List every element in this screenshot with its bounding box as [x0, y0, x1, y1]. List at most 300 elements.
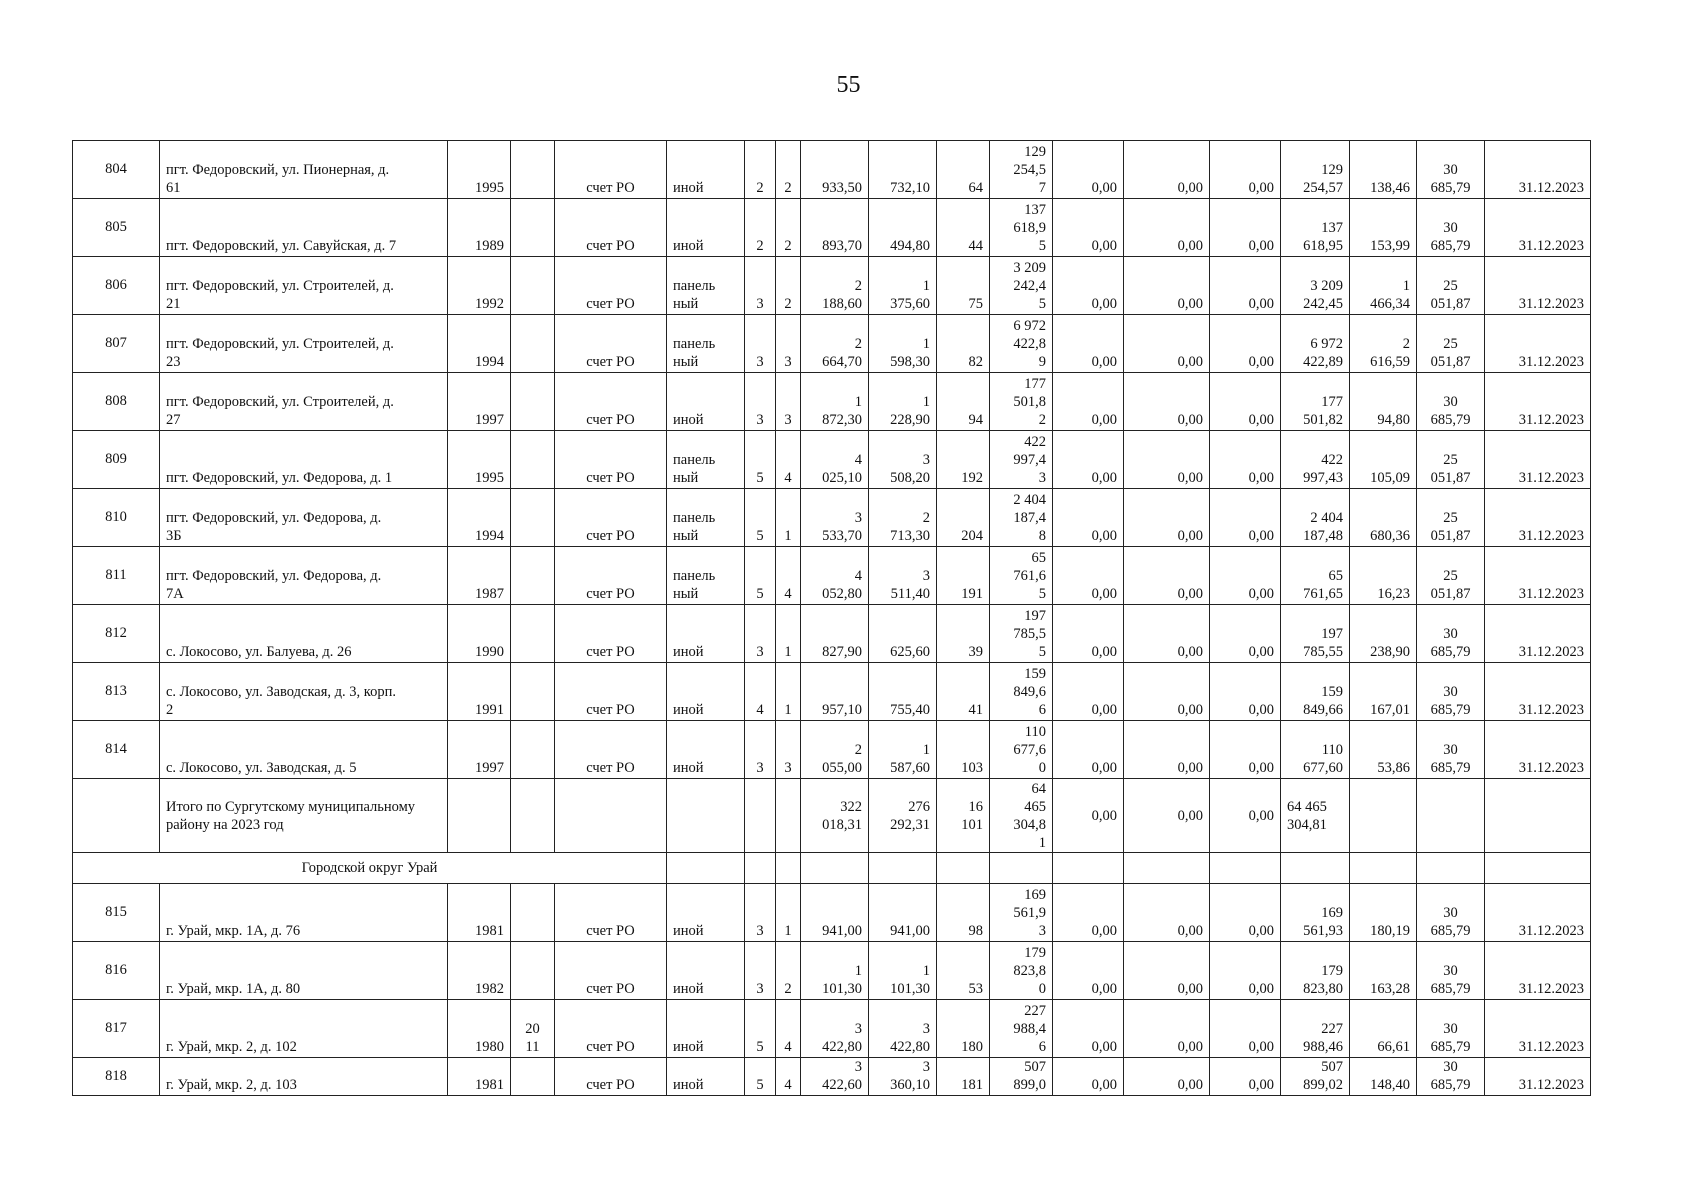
- cost-cell: 159 849,6 6: [990, 663, 1053, 721]
- floors-cell: 5: [745, 1000, 776, 1058]
- per-m2-cell: 53,86: [1350, 721, 1417, 779]
- table-row: [73, 547, 1591, 605]
- area-living-cell: 3 422,80: [869, 1000, 937, 1058]
- table-row: [73, 884, 1591, 942]
- c1-cell: 0,00: [1053, 315, 1124, 373]
- limit-cell: 30 685,79: [1417, 373, 1485, 431]
- per-m2-cell: 153,99: [1350, 199, 1417, 257]
- address-cell: пгт. Федоровский, ул. Строителей, д. 27: [160, 373, 448, 431]
- year-cell: 1992: [448, 257, 511, 315]
- c3-cell: 0,00: [1210, 373, 1281, 431]
- year-cell: 1980: [448, 1000, 511, 1058]
- cost-cell: 137 618,9 5: [990, 199, 1053, 257]
- year2-cell: [511, 605, 555, 663]
- residents-cell: 41: [937, 663, 990, 721]
- year-cell: 1994: [448, 489, 511, 547]
- floors-cell: 2: [745, 141, 776, 199]
- address-cell: с. Локосово, ул. Заводская, д. 3, корп. 2: [160, 663, 448, 721]
- c1-cell: 0,00: [1053, 489, 1124, 547]
- area-total-cell: 4 052,80: [801, 547, 869, 605]
- cost-cell: 422 997,4 3: [990, 431, 1053, 489]
- entrances-cell: 2: [776, 942, 801, 1000]
- table-row: [73, 1000, 1591, 1058]
- limit-cell: 25 051,87: [1417, 315, 1485, 373]
- entrances-cell: 4: [776, 431, 801, 489]
- c2-cell: 0,00: [1124, 141, 1210, 199]
- residents-cell: 192: [937, 431, 990, 489]
- wall-type-cell: иной: [667, 1000, 745, 1058]
- area-living-cell: 941,00: [869, 884, 937, 942]
- c3-cell: 0,00: [1210, 884, 1281, 942]
- residents-cell: 64: [937, 141, 990, 199]
- year-cell: 1995: [448, 141, 511, 199]
- cost2-cell: 227 988,46: [1281, 1000, 1350, 1058]
- year2-cell: [511, 199, 555, 257]
- table-row: [73, 431, 1591, 489]
- year-cell: 1981: [448, 884, 511, 942]
- limit-cell: 30 685,79: [1417, 721, 1485, 779]
- floors-cell: 3: [745, 257, 776, 315]
- area-total-cell: 1 101,30: [801, 942, 869, 1000]
- per-m2-cell: 680,36: [1350, 489, 1417, 547]
- c1-cell: 0,00: [1053, 431, 1124, 489]
- fund-cell: счет РО: [555, 547, 667, 605]
- wall-type-cell: панель ный: [667, 489, 745, 547]
- address-cell: пгт. Федоровский, ул. Федорова, д. 1: [160, 431, 448, 489]
- date-cell: 31.12.2023: [1485, 605, 1591, 663]
- date-cell: 31.12.2023: [1485, 373, 1591, 431]
- cost2-cell: 159 849,66: [1281, 663, 1350, 721]
- year-cell: 1995: [448, 431, 511, 489]
- fund-cell: счет РО: [555, 663, 667, 721]
- residents-cell: 82: [937, 315, 990, 373]
- c3-cell: 0,00: [1210, 721, 1281, 779]
- cost2-cell: 6 972 422,89: [1281, 315, 1350, 373]
- residents-cell: 98: [937, 884, 990, 942]
- row-number: 807: [73, 315, 160, 373]
- table-row: [73, 721, 1591, 779]
- row-number: 805: [73, 199, 160, 257]
- limit-cell: 25 051,87: [1417, 257, 1485, 315]
- fund-cell: счет РО: [555, 1000, 667, 1058]
- limit-cell: 30 685,79: [1417, 199, 1485, 257]
- residents-cell: 44: [937, 199, 990, 257]
- c3-cell: 0,00: [1210, 605, 1281, 663]
- row-number: 817: [73, 1000, 160, 1058]
- c2-cell: 0,00: [1124, 315, 1210, 373]
- area-living-cell: 3 511,40: [869, 547, 937, 605]
- floors-cell: 3: [745, 373, 776, 431]
- c1-cell: 0,00: [1053, 721, 1124, 779]
- table-row: [73, 1058, 1591, 1096]
- address-cell: пгт. Федоровский, ул. Строителей, д. 21: [160, 257, 448, 315]
- per-m2-cell: 167,01: [1350, 663, 1417, 721]
- limit-cell: 25 051,87: [1417, 431, 1485, 489]
- entrances-cell: 1: [776, 884, 801, 942]
- cost2-cell: 169 561,93: [1281, 884, 1350, 942]
- section-row: [73, 853, 1591, 884]
- fund-cell: счет РО: [555, 1058, 667, 1096]
- entrances-cell: 3: [776, 373, 801, 431]
- total-c2: 0,00: [1124, 779, 1210, 853]
- area-total-cell: 3 422,60: [801, 1058, 869, 1096]
- total-row: [73, 779, 1591, 853]
- residents-cell: 103: [937, 721, 990, 779]
- floors-cell: 5: [745, 489, 776, 547]
- c1-cell: 0,00: [1053, 141, 1124, 199]
- wall-type-cell: иной: [667, 1058, 745, 1096]
- cost2-cell: 197 785,55: [1281, 605, 1350, 663]
- cost2-cell: 179 823,80: [1281, 942, 1350, 1000]
- per-m2-cell: 94,80: [1350, 373, 1417, 431]
- c2-cell: 0,00: [1124, 547, 1210, 605]
- fund-cell: счет РО: [555, 373, 667, 431]
- floors-cell: 3: [745, 884, 776, 942]
- area-living-cell: 1 228,90: [869, 373, 937, 431]
- cost-cell: 507 899,0: [990, 1058, 1053, 1096]
- c3-cell: 0,00: [1210, 431, 1281, 489]
- per-m2-cell: 148,40: [1350, 1058, 1417, 1096]
- c2-cell: 0,00: [1124, 721, 1210, 779]
- address-cell: г. Урай, мкр. 2, д. 103: [160, 1058, 448, 1096]
- area-total-cell: 1 872,30: [801, 373, 869, 431]
- area-total-cell: 2 188,60: [801, 257, 869, 315]
- area-total-cell: 3 422,80: [801, 1000, 869, 1058]
- total-residents: 16 101: [937, 779, 990, 853]
- c2-cell: 0,00: [1124, 884, 1210, 942]
- cost-cell: 3 209 242,4 5: [990, 257, 1053, 315]
- area-living-cell: 1 101,30: [869, 942, 937, 1000]
- fund-cell: счет РО: [555, 315, 667, 373]
- address-cell: пгт. Федоровский, ул. Федорова, д. 3Б: [160, 489, 448, 547]
- date-cell: 31.12.2023: [1485, 199, 1591, 257]
- entrances-cell: 3: [776, 315, 801, 373]
- row-number: 818: [73, 1058, 160, 1096]
- area-living-cell: 1 587,60: [869, 721, 937, 779]
- fund-cell: счет РО: [555, 884, 667, 942]
- wall-type-cell: иной: [667, 721, 745, 779]
- cost-cell: 179 823,8 0: [990, 942, 1053, 1000]
- c3-cell: 0,00: [1210, 141, 1281, 199]
- year-cell: 1997: [448, 721, 511, 779]
- cost2-cell: 2 404 187,48: [1281, 489, 1350, 547]
- floors-cell: 3: [745, 605, 776, 663]
- c3-cell: 0,00: [1210, 315, 1281, 373]
- area-living-cell: 732,10: [869, 141, 937, 199]
- entrances-cell: 2: [776, 141, 801, 199]
- wall-type-cell: панель ный: [667, 257, 745, 315]
- row-number: 808: [73, 373, 160, 431]
- fund-cell: счет РО: [555, 942, 667, 1000]
- wall-type-cell: иной: [667, 884, 745, 942]
- table-row: [73, 315, 1591, 373]
- year2-cell: [511, 373, 555, 431]
- date-cell: 31.12.2023: [1485, 431, 1591, 489]
- c2-cell: 0,00: [1124, 942, 1210, 1000]
- residents-cell: 94: [937, 373, 990, 431]
- c1-cell: 0,00: [1053, 547, 1124, 605]
- entrances-cell: 4: [776, 1000, 801, 1058]
- cost-cell: 177 501,8 2: [990, 373, 1053, 431]
- area-total-cell: 2 664,70: [801, 315, 869, 373]
- year2-cell: [511, 721, 555, 779]
- date-cell: 31.12.2023: [1485, 257, 1591, 315]
- per-m2-cell: 1 466,34: [1350, 257, 1417, 315]
- area-living-cell: 1 375,60: [869, 257, 937, 315]
- year-cell: 1981: [448, 1058, 511, 1096]
- entrances-cell: 2: [776, 257, 801, 315]
- total-c1: 0,00: [1053, 779, 1124, 853]
- area-total-cell: 4 025,10: [801, 431, 869, 489]
- floors-cell: 2: [745, 199, 776, 257]
- c3-cell: 0,00: [1210, 489, 1281, 547]
- table-row: [73, 141, 1591, 199]
- c2-cell: 0,00: [1124, 605, 1210, 663]
- cost2-cell: 3 209 242,45: [1281, 257, 1350, 315]
- limit-cell: 30 685,79: [1417, 884, 1485, 942]
- entrances-cell: 3: [776, 721, 801, 779]
- c2-cell: 0,00: [1124, 199, 1210, 257]
- floors-cell: 5: [745, 1058, 776, 1096]
- date-cell: 31.12.2023: [1485, 315, 1591, 373]
- year-cell: 1990: [448, 605, 511, 663]
- cost-cell: 65 761,6 5: [990, 547, 1053, 605]
- c2-cell: 0,00: [1124, 1058, 1210, 1096]
- row-number: 814: [73, 721, 160, 779]
- c1-cell: 0,00: [1053, 199, 1124, 257]
- fund-cell: счет РО: [555, 605, 667, 663]
- cost2-cell: 177 501,82: [1281, 373, 1350, 431]
- floors-cell: 3: [745, 942, 776, 1000]
- date-cell: 31.12.2023: [1485, 1058, 1591, 1096]
- year2-cell: [511, 547, 555, 605]
- cost2-cell: 422 997,43: [1281, 431, 1350, 489]
- row-number: 813: [73, 663, 160, 721]
- date-cell: 31.12.2023: [1485, 1000, 1591, 1058]
- row-number: 811: [73, 547, 160, 605]
- limit-cell: 30 685,79: [1417, 663, 1485, 721]
- c3-cell: 0,00: [1210, 199, 1281, 257]
- address-cell: с. Локосово, ул. Балуева, д. 26: [160, 605, 448, 663]
- limit-cell: 25 051,87: [1417, 489, 1485, 547]
- floors-cell: 4: [745, 663, 776, 721]
- year-cell: 1987: [448, 547, 511, 605]
- entrances-cell: 2: [776, 199, 801, 257]
- row-number: 812: [73, 605, 160, 663]
- table-row: [73, 373, 1591, 431]
- cost-cell: 197 785,5 5: [990, 605, 1053, 663]
- year-cell: 1997: [448, 373, 511, 431]
- address-cell: с. Локосово, ул. Заводская, д. 5: [160, 721, 448, 779]
- c2-cell: 0,00: [1124, 373, 1210, 431]
- area-living-cell: 2 713,30: [869, 489, 937, 547]
- row-number: 806: [73, 257, 160, 315]
- c1-cell: 0,00: [1053, 373, 1124, 431]
- wall-type-cell: панель ный: [667, 547, 745, 605]
- residents-cell: 204: [937, 489, 990, 547]
- table-row: [73, 257, 1591, 315]
- table-row: [73, 942, 1591, 1000]
- date-cell: 31.12.2023: [1485, 663, 1591, 721]
- per-m2-cell: 16,23: [1350, 547, 1417, 605]
- c3-cell: 0,00: [1210, 1058, 1281, 1096]
- fund-cell: счет РО: [555, 257, 667, 315]
- section-title: Городской округ Урай: [73, 853, 667, 884]
- residents-cell: 191: [937, 547, 990, 605]
- fund-cell: счет РО: [555, 721, 667, 779]
- cost-cell: 6 972 422,8 9: [990, 315, 1053, 373]
- area-total-cell: 3 533,70: [801, 489, 869, 547]
- wall-type-cell: панель ный: [667, 431, 745, 489]
- date-cell: 31.12.2023: [1485, 141, 1591, 199]
- row-number: 809: [73, 431, 160, 489]
- area-total-cell: 933,50: [801, 141, 869, 199]
- cost-cell: 2 404 187,4 8: [990, 489, 1053, 547]
- c1-cell: 0,00: [1053, 942, 1124, 1000]
- row-number: 810: [73, 489, 160, 547]
- residents-cell: 180: [937, 1000, 990, 1058]
- area-total-cell: 2 055,00: [801, 721, 869, 779]
- fund-cell: счет РО: [555, 199, 667, 257]
- year2-cell: [511, 141, 555, 199]
- date-cell: 31.12.2023: [1485, 547, 1591, 605]
- area-total-cell: 941,00: [801, 884, 869, 942]
- cost2-cell: 507 899,02: [1281, 1058, 1350, 1096]
- per-m2-cell: 238,90: [1350, 605, 1417, 663]
- year-cell: 1989: [448, 199, 511, 257]
- entrances-cell: 1: [776, 489, 801, 547]
- year2-cell: [511, 431, 555, 489]
- c3-cell: 0,00: [1210, 663, 1281, 721]
- c3-cell: 0,00: [1210, 547, 1281, 605]
- c1-cell: 0,00: [1053, 1000, 1124, 1058]
- cost2-cell: 137 618,95: [1281, 199, 1350, 257]
- year2-cell: [511, 884, 555, 942]
- residents-cell: 181: [937, 1058, 990, 1096]
- total-blank: [73, 779, 160, 853]
- cost2-cell: 65 761,65: [1281, 547, 1350, 605]
- year2-cell: [511, 257, 555, 315]
- limit-cell: 25 051,87: [1417, 547, 1485, 605]
- limit-cell: 30 685,79: [1417, 1058, 1485, 1096]
- cost-cell: 227 988,4 6: [990, 1000, 1053, 1058]
- total-area-total: 322 018,31: [801, 779, 869, 853]
- area-living-cell: 1 598,30: [869, 315, 937, 373]
- cost-cell: 129 254,5 7: [990, 141, 1053, 199]
- c3-cell: 0,00: [1210, 257, 1281, 315]
- total-label: Итого по Сургутскому муниципальному району на 2023 год: [160, 779, 448, 853]
- date-cell: 31.12.2023: [1485, 884, 1591, 942]
- c1-cell: 0,00: [1053, 605, 1124, 663]
- year2-cell: [511, 489, 555, 547]
- row-number: 815: [73, 884, 160, 942]
- area-living-cell: 3 360,10: [869, 1058, 937, 1096]
- area-total-cell: 957,10: [801, 663, 869, 721]
- per-m2-cell: 105,09: [1350, 431, 1417, 489]
- year2-cell: [511, 663, 555, 721]
- year-cell: 1982: [448, 942, 511, 1000]
- date-cell: 31.12.2023: [1485, 942, 1591, 1000]
- date-cell: 31.12.2023: [1485, 489, 1591, 547]
- cost2-cell: 110 677,60: [1281, 721, 1350, 779]
- area-living-cell: 3 508,20: [869, 431, 937, 489]
- per-m2-cell: 138,46: [1350, 141, 1417, 199]
- limit-cell: 30 685,79: [1417, 605, 1485, 663]
- c1-cell: 0,00: [1053, 884, 1124, 942]
- page-number: 55: [836, 72, 861, 98]
- fund-cell: счет РО: [555, 141, 667, 199]
- total-area-living: 276 292,31: [869, 779, 937, 853]
- c2-cell: 0,00: [1124, 663, 1210, 721]
- year2-cell: [511, 942, 555, 1000]
- year-cell: 1994: [448, 315, 511, 373]
- c3-cell: 0,00: [1210, 942, 1281, 1000]
- total-cost2: 64 465 304,81: [1281, 779, 1350, 853]
- wall-type-cell: иной: [667, 141, 745, 199]
- floors-cell: 5: [745, 431, 776, 489]
- address-cell: пгт. Федоровский, ул. Савуйская, д. 7: [160, 199, 448, 257]
- limit-cell: 30 685,79: [1417, 942, 1485, 1000]
- address-cell: пгт. Федоровский, ул. Строителей, д. 23: [160, 315, 448, 373]
- residents-cell: 75: [937, 257, 990, 315]
- year2-cell: 20 11: [511, 1000, 555, 1058]
- address-cell: пгт. Федоровский, ул. Федорова, д. 7А: [160, 547, 448, 605]
- wall-type-cell: иной: [667, 942, 745, 1000]
- residents-cell: 53: [937, 942, 990, 1000]
- c1-cell: 0,00: [1053, 1058, 1124, 1096]
- c2-cell: 0,00: [1124, 1000, 1210, 1058]
- year-cell: 1991: [448, 663, 511, 721]
- address-cell: г. Урай, мкр. 1А, д. 80: [160, 942, 448, 1000]
- date-cell: 31.12.2023: [1485, 721, 1591, 779]
- wall-type-cell: иной: [667, 663, 745, 721]
- address-cell: г. Урай, мкр. 1А, д. 76: [160, 884, 448, 942]
- area-living-cell: 755,40: [869, 663, 937, 721]
- entrances-cell: 1: [776, 663, 801, 721]
- housing-register-table: [72, 140, 1591, 1096]
- total-cost: 64 465 304,8 1: [990, 779, 1053, 853]
- address-cell: пгт. Федоровский, ул. Пионерная, д. 61: [160, 141, 448, 199]
- entrances-cell: 4: [776, 1058, 801, 1096]
- c3-cell: 0,00: [1210, 1000, 1281, 1058]
- per-m2-cell: 180,19: [1350, 884, 1417, 942]
- address-cell: г. Урай, мкр. 2, д. 102: [160, 1000, 448, 1058]
- row-number: 804: [73, 141, 160, 199]
- wall-type-cell: иной: [667, 605, 745, 663]
- cost-cell: 169 561,9 3: [990, 884, 1053, 942]
- floors-cell: 3: [745, 315, 776, 373]
- entrances-cell: 4: [776, 547, 801, 605]
- limit-cell: 30 685,79: [1417, 1000, 1485, 1058]
- c1-cell: 0,00: [1053, 257, 1124, 315]
- table-row: [73, 199, 1591, 257]
- table-row: [73, 605, 1591, 663]
- row-number: 816: [73, 942, 160, 1000]
- area-total-cell: 827,90: [801, 605, 869, 663]
- area-living-cell: 625,60: [869, 605, 937, 663]
- fund-cell: счет РО: [555, 489, 667, 547]
- table-row: [73, 663, 1591, 721]
- table-row: [73, 489, 1591, 547]
- wall-type-cell: иной: [667, 199, 745, 257]
- floors-cell: 5: [745, 547, 776, 605]
- c2-cell: 0,00: [1124, 431, 1210, 489]
- total-c3: 0,00: [1210, 779, 1281, 853]
- residents-cell: 39: [937, 605, 990, 663]
- year2-cell: [511, 315, 555, 373]
- c2-cell: 0,00: [1124, 489, 1210, 547]
- entrances-cell: 1: [776, 605, 801, 663]
